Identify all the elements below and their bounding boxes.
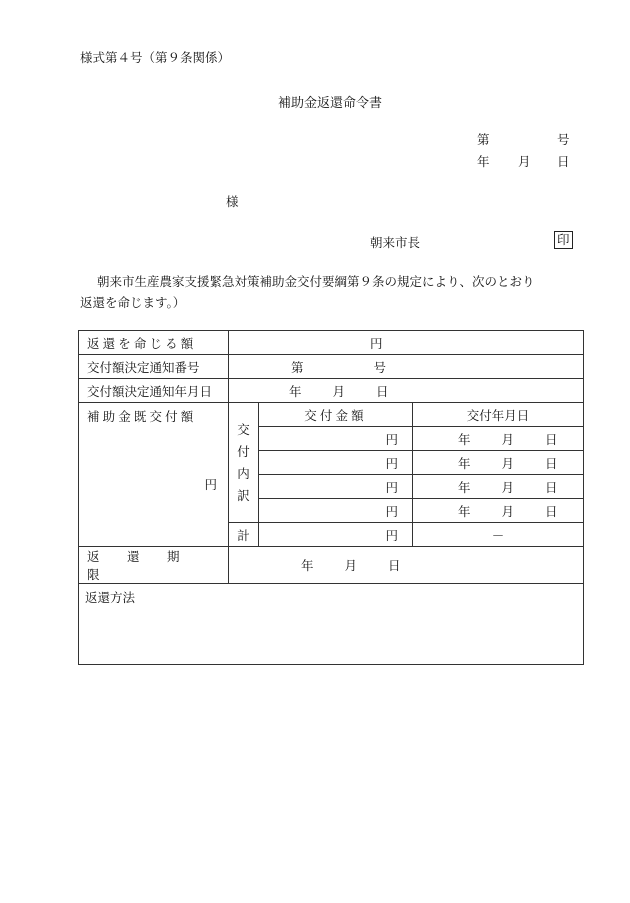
- breakdown-char-1: 交: [237, 421, 250, 437]
- breakdown-amount-3[interactable]: [259, 475, 413, 499]
- notice-nen: 年: [289, 383, 302, 399]
- unit-yen: 円: [385, 455, 398, 471]
- value-notice-date[interactable]: [229, 379, 584, 403]
- table-row-notice-date: [79, 379, 584, 403]
- notice-hi: 日: [376, 383, 389, 399]
- col-header-amount: 交付金額: [259, 403, 413, 427]
- breakdown-date-3[interactable]: [413, 475, 584, 499]
- date-hi: 日: [545, 503, 558, 519]
- label-method: 返還方法: [85, 590, 136, 605]
- breakdown-amount-4[interactable]: [259, 499, 413, 523]
- date-nen: 年: [458, 479, 471, 495]
- total-amount[interactable]: [259, 523, 413, 547]
- value-notice-number[interactable]: [229, 355, 584, 379]
- table-row-deadline: [79, 547, 584, 584]
- unit-yen: 円: [385, 527, 398, 543]
- breakdown-amount-2[interactable]: [259, 451, 413, 475]
- deadline-nen: 年: [301, 558, 314, 573]
- date-nen: 年: [458, 455, 471, 471]
- unit-yen: 円: [385, 479, 398, 495]
- unit-yen: 円: [385, 431, 398, 447]
- table-row-return-amount: [79, 331, 584, 355]
- return-order-table: [78, 330, 584, 665]
- label-deadline: 返還期限: [79, 547, 229, 584]
- deadline-tsuki: 月: [344, 558, 358, 573]
- seal-mark: 印: [554, 231, 573, 249]
- col-header-date: 交付年月日: [413, 403, 584, 427]
- date-tsuki: 月: [518, 154, 531, 169]
- label-notice-number: 交付額決定通知番号: [79, 355, 229, 379]
- body-text-line1: 朝来市生産農家支援緊急対策補助金交付要綱第９条の規定により、次のとおり: [97, 274, 535, 289]
- addressee-suffix: 様: [226, 194, 239, 209]
- breakdown-date-2[interactable]: [413, 451, 584, 475]
- deadline-hi: 日: [388, 558, 401, 573]
- date-tsuki: 月: [501, 455, 515, 471]
- date-hi: 日: [545, 455, 558, 471]
- issuer-name: 朝来市長: [370, 235, 421, 250]
- label-notice-date: 交付額決定通知年月日: [79, 379, 229, 403]
- total-date-dash: －: [413, 523, 584, 547]
- cell-paid-amount[interactable]: [79, 403, 229, 547]
- notice-dai: 第: [291, 359, 304, 375]
- date-tsuki: 月: [501, 431, 515, 447]
- unit-yen: 円: [385, 503, 398, 519]
- document-title: 補助金返還命令書: [278, 96, 383, 111]
- value-return-amount[interactable]: [229, 331, 584, 355]
- label-breakdown: [229, 403, 259, 523]
- body-text-line2: 返還を命じます。）: [80, 295, 186, 310]
- doc-number-go: 号: [557, 132, 570, 147]
- breakdown-char-4: 訳: [237, 487, 250, 503]
- unit-yen: 円: [370, 335, 383, 351]
- label-paid-amount: 補助金既交付額: [87, 409, 197, 424]
- breakdown-date-1[interactable]: [413, 427, 584, 451]
- value-method[interactable]: [79, 584, 584, 665]
- table-row-notice-number: [79, 355, 584, 379]
- breakdown-date-4[interactable]: [413, 499, 584, 523]
- notice-go: 号: [373, 359, 387, 375]
- paid-unit-yen: 円: [204, 477, 217, 492]
- date-hi: 日: [557, 154, 570, 169]
- label-return-amount: 返還を命じる額: [79, 331, 229, 355]
- date-hi: 日: [545, 431, 558, 447]
- value-deadline[interactable]: [229, 547, 584, 584]
- label-total: 計: [229, 523, 259, 547]
- breakdown-char-3: 内: [237, 465, 250, 481]
- date-nen: 年: [458, 431, 471, 447]
- date-nen: 年: [458, 503, 471, 519]
- breakdown-char-2: 付: [237, 443, 250, 459]
- breakdown-amount-1[interactable]: [259, 427, 413, 451]
- table-row-method: [79, 584, 584, 665]
- date-tsuki: 月: [501, 503, 515, 519]
- date-hi: 日: [545, 479, 558, 495]
- table-row-paid-header: [79, 403, 584, 427]
- form-number: 様式第４号（第９条関係）: [80, 50, 231, 65]
- notice-tsuki: 月: [332, 383, 346, 399]
- date-nen: 年: [477, 154, 490, 169]
- doc-number-dai: 第: [477, 132, 490, 147]
- date-tsuki: 月: [501, 479, 515, 495]
